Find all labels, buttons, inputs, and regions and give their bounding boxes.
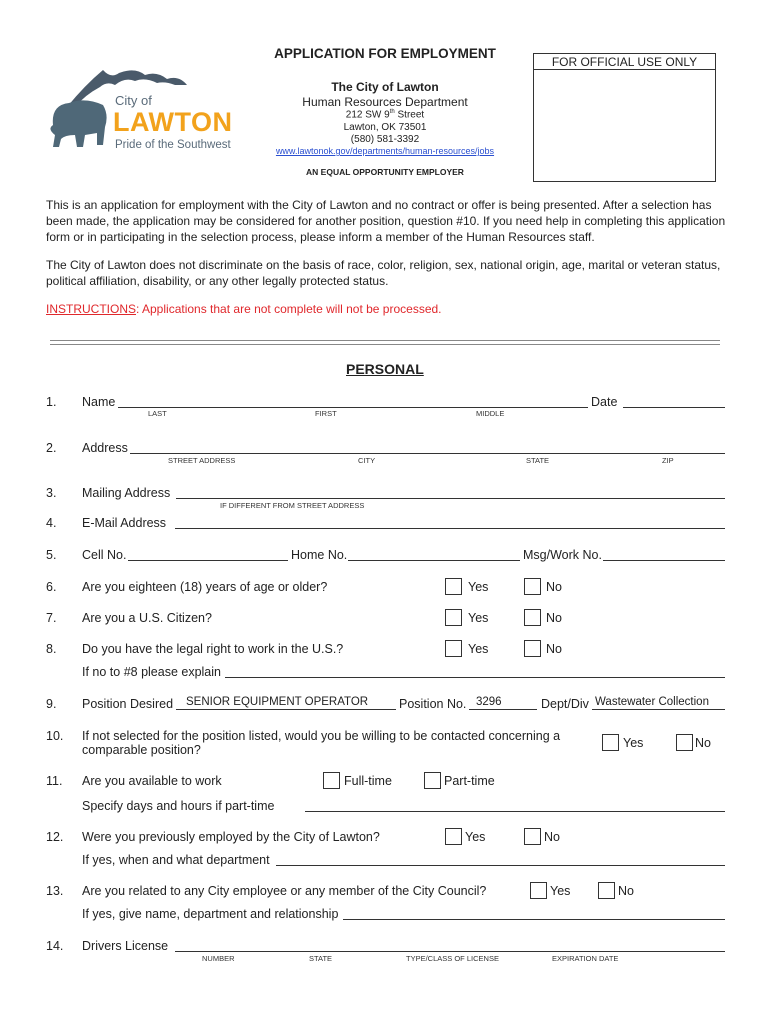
q12-yes-label: Yes — [465, 830, 486, 844]
q14-number: 14. — [46, 939, 64, 953]
home-input[interactable] — [348, 560, 520, 561]
q6-yes-checkbox[interactable] — [445, 578, 462, 595]
q6-yes-label: Yes — [468, 580, 489, 594]
q10-number: 10. — [46, 729, 64, 743]
position-desired-input[interactable] — [176, 709, 396, 710]
q8-explain-label: If no to #8 please explain — [82, 665, 221, 679]
q12-no-checkbox[interactable] — [524, 828, 541, 845]
home-label: Home No. — [291, 548, 348, 562]
q13-relationship-input[interactable] — [343, 919, 725, 920]
q5-number: 5. — [46, 548, 57, 562]
position-desired-label: Position Desired — [82, 697, 174, 711]
expiration-caption: EXPIRATION DATE — [552, 954, 619, 963]
q12-dept-input[interactable] — [276, 865, 725, 866]
date-input[interactable] — [623, 407, 725, 408]
instructions-text: : Applications that are not complete will not be processed. — [136, 302, 442, 316]
q8-explain-input[interactable] — [225, 677, 725, 678]
last-caption: LAST — [148, 409, 167, 418]
parttime-checkbox[interactable] — [424, 772, 441, 789]
q10-no-checkbox[interactable] — [676, 734, 693, 751]
q9-number: 9. — [46, 697, 57, 711]
parttime-label: Part-time — [444, 774, 495, 788]
q13-yes-label: Yes — [550, 884, 571, 898]
cell-label: Cell No. — [82, 548, 127, 562]
q13-yes-checkbox[interactable] — [530, 882, 547, 899]
first-caption: FIRST — [315, 409, 337, 418]
email-input[interactable] — [175, 528, 725, 529]
dept-div-value: Wastewater Collection — [595, 696, 709, 708]
logo-lawton: LAWTON — [113, 107, 233, 137]
drivers-license-input[interactable] — [175, 951, 725, 952]
position-no-input[interactable] — [469, 709, 537, 710]
middle-caption: MIDDLE — [476, 409, 505, 418]
name-input[interactable] — [118, 407, 588, 408]
department-name: Human Resources Department — [302, 95, 468, 109]
logo-tagline: Pride of the Southwest — [115, 139, 231, 151]
name-label: Name — [82, 395, 116, 409]
official-use-box — [533, 53, 716, 182]
date-label: Date — [591, 395, 618, 409]
dl-state-caption: STATE — [309, 954, 333, 963]
q6-no-label: No — [546, 580, 562, 594]
q13-number: 13. — [46, 884, 64, 898]
q11-text: Are you available to work — [82, 774, 222, 788]
dept-div-label: Dept/Div — [541, 697, 589, 711]
q11-parttime-input[interactable] — [305, 811, 725, 812]
city-caption: CITY — [358, 456, 376, 465]
q8-yes-label: Yes — [468, 642, 489, 656]
position-no-label: Position No. — [399, 697, 467, 711]
logo-city-of: City of — [115, 93, 152, 108]
q7-yes-checkbox[interactable] — [445, 609, 462, 626]
q12-number: 12. — [46, 830, 64, 844]
q10-no-label: No — [695, 736, 711, 750]
q10-text-line2: comparable position? — [82, 743, 201, 757]
cell-input[interactable] — [128, 560, 288, 561]
address-input[interactable] — [130, 453, 725, 454]
q7-no-label: No — [546, 611, 562, 625]
q8-text: Do you have the legal right to work in the U.S.? — [82, 642, 344, 656]
mailing-input[interactable] — [176, 498, 725, 499]
street-address: 212 SW 9th Street — [345, 109, 425, 121]
number-caption: NUMBER — [202, 954, 235, 963]
state-caption: STATE — [526, 456, 550, 465]
q10-text-line1: If not selected for the position listed, would you be willing to be contacted concerning a — [82, 729, 561, 743]
street-address-caption: STREET ADDRESS — [168, 456, 236, 465]
q6-text: Are you eighteen (18) years of age or older? — [82, 580, 328, 594]
city-name: The City of Lawton — [331, 80, 439, 94]
q11-number: 11. — [46, 774, 63, 788]
fulltime-label: Full-time — [344, 774, 392, 788]
q7-no-checkbox[interactable] — [524, 609, 541, 626]
address-label: Address — [82, 441, 128, 455]
eoe-statement: AN EQUAL OPPORTUNITY EMPLOYER — [306, 167, 464, 177]
mailing-label: Mailing Address — [82, 486, 171, 500]
instructions-label: INSTRUCTIONS — [46, 302, 136, 316]
form-title: APPLICATION FOR EMPLOYMENT — [274, 46, 496, 61]
jobs-link[interactable]: www.lawtonok.gov/departments/human-resources/jobs — [275, 146, 495, 156]
q7-text: Are you a U.S. Citizen? — [82, 611, 212, 625]
q4-number: 4. — [46, 516, 57, 530]
q13-relationship-label: If yes, give name, department and relationship — [82, 907, 339, 921]
position-desired-value: SENIOR EQUIPMENT OPERATOR — [186, 696, 369, 708]
q12-no-label: No — [544, 830, 560, 844]
official-use-label: FOR OFFICIAL USE ONLY — [534, 54, 715, 70]
section-title-personal: PERSONAL — [346, 361, 424, 377]
q1-number: 1. — [46, 395, 57, 409]
q12-text: Were you previously employed by the City of Lawton? — [82, 830, 380, 844]
phone-number: (580) 581-3392 — [350, 134, 420, 145]
q8-yes-checkbox[interactable] — [445, 640, 462, 657]
city-state-zip: Lawton, OK 73501 — [343, 122, 427, 133]
drivers-license-label: Drivers License — [82, 939, 169, 953]
q7-number: 7. — [46, 611, 57, 625]
q13-no-checkbox[interactable] — [598, 882, 615, 899]
position-no-value: 3296 — [476, 696, 502, 708]
intro-paragraph: This is an application for employment with the City of Lawton and no contract or offer is being presented. After a selection has been made, the application may be considered for another position, question #10. If you need help in completing this application form or in participating in the selection process, please inform a member of the Human Resources staff. — [46, 198, 726, 244]
instructions — [46, 302, 442, 316]
q6-no-checkbox[interactable] — [524, 578, 541, 595]
q8-no-label: No — [546, 642, 562, 656]
section-divider — [50, 340, 720, 345]
q10-yes-label: Yes — [623, 736, 644, 750]
msg-work-label: Msg/Work No. — [523, 548, 602, 562]
type-class-caption: TYPE/CLASS OF LICENSE — [406, 954, 499, 963]
q6-number: 6. — [46, 580, 57, 594]
msg-work-input[interactable] — [603, 560, 725, 561]
q13-no-label: No — [618, 884, 634, 898]
q3-number: 3. — [46, 486, 57, 500]
q7-yes-label: Yes — [468, 611, 489, 625]
fulltime-checkbox[interactable] — [323, 772, 340, 789]
q13-text: Are you related to any City employee or any member of the City Council? — [82, 884, 487, 898]
q2-number: 2. — [46, 441, 57, 455]
q8-number: 8. — [46, 642, 57, 656]
q11-parttime-label: Specify days and hours if part-time — [82, 799, 275, 813]
zip-caption: ZIP — [662, 456, 674, 465]
dept-div-input[interactable] — [592, 709, 725, 710]
q12-dept-label: If yes, when and what department — [82, 853, 270, 867]
if-different-caption: IF DIFFERENT FROM STREET ADDRESS — [220, 501, 365, 510]
q12-yes-checkbox[interactable] — [445, 828, 462, 845]
q8-no-checkbox[interactable] — [524, 640, 541, 657]
city-logo — [45, 65, 245, 160]
q10-yes-checkbox[interactable] — [602, 734, 619, 751]
nondiscrimination-paragraph: The City of Lawton does not discriminate on the basis of race, color, religion, sex, national origin, age, marital or veteran status, political affiliation, disability, or any other legally protected status. — [46, 258, 721, 288]
email-label: E-Mail Address — [82, 516, 167, 530]
